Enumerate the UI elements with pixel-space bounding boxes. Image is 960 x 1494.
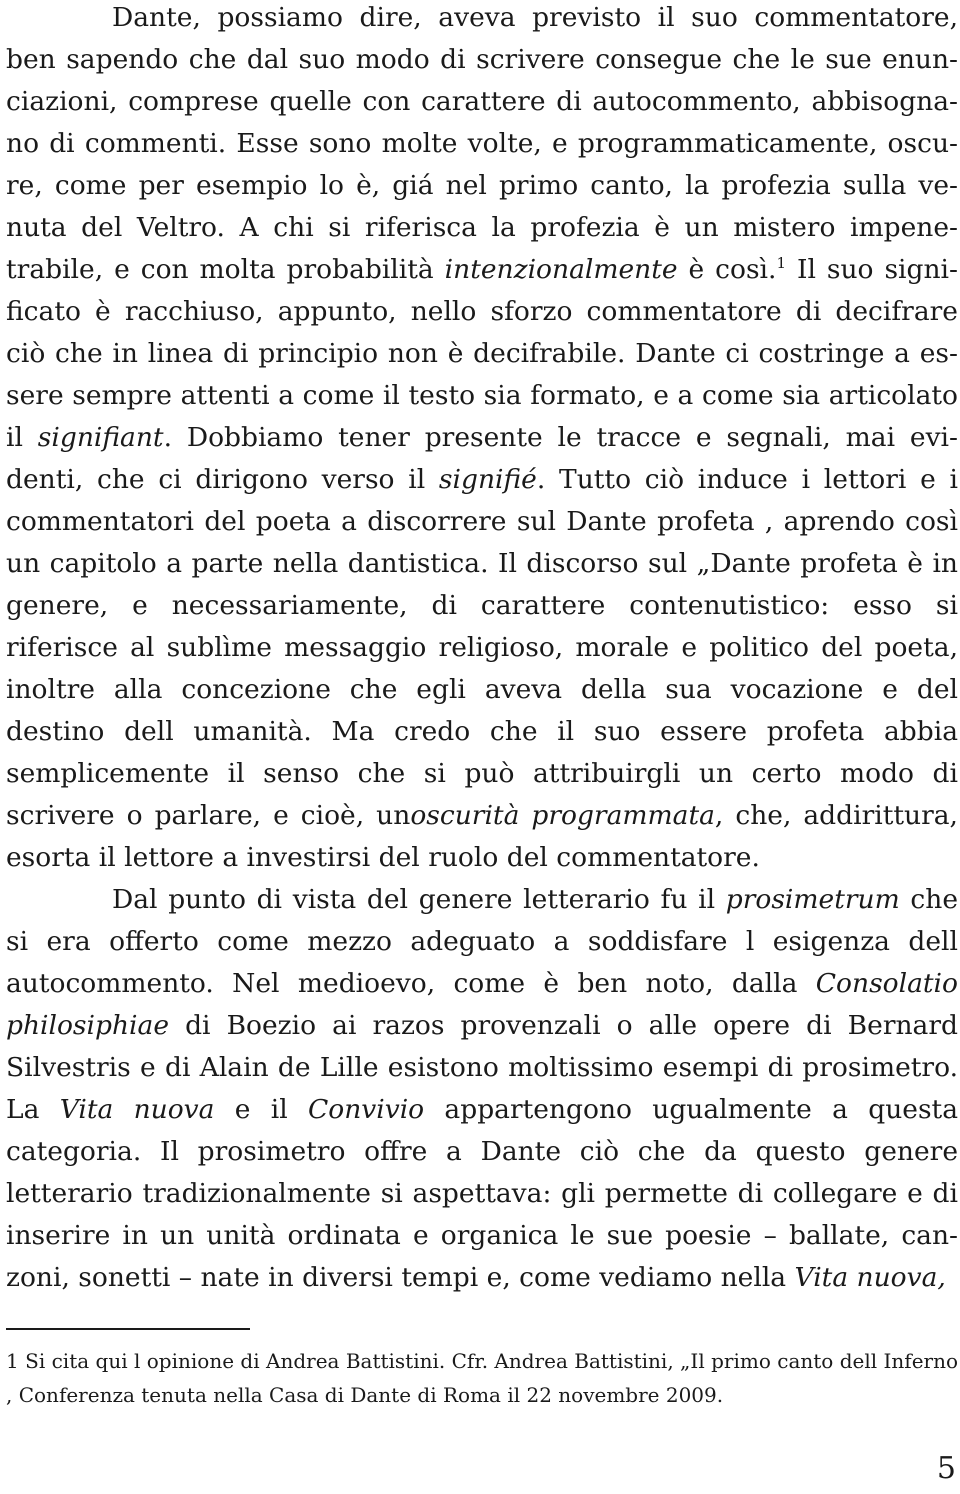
italic-text: Consolatio philosiphiae [6, 968, 958, 1041]
italic-text: oscurità programmata [410, 800, 715, 831]
text-run: di Boezio ai razos provenzali o alle opere di Bernard Silvestris e di Alain de Lille esistono moltissimo esempi di prosimetro. La [6, 1010, 958, 1125]
text-run: Dante, possiamo dire, aveva previsto il suo commentatore, ben sapendo che dal suo modo di scrivere consegue che le sue enunciazioni, comprese quelle con carattere di autocommento, abbisognano di commenti. Esse sono molte volte, e programmaticamente, oscure, come per esempio lo è, giá nel primo canto, la profezia sulla venuta del Veltro. A chi si riferisca la profezia è un mistero impenetrabile, e con molta probabilità [6, 2, 958, 285]
footnote [6, 1344, 958, 1412]
footnote-text: Si cita qui l opinione di Andrea Battistini. Cfr. Andrea Battistini, „Il primo canto dell Inferno , Conferenza tenuta nella Casa di Dante di Roma il 22 novembre 2009. [6, 1349, 959, 1407]
italic-text: signifié [438, 464, 537, 495]
text-run: che si era offerto come mezzo adeguato a soddisfare l esigenza dell autocommento. Nel medioevo, come è ben noto, dalla [6, 884, 958, 999]
body-paragraph-2 [6, 879, 958, 1299]
text-run: . Tutto ciò induce i lettori e i commentatori del poeta a discorrere sul Dante profeta , aprendo così un capitolo a parte nella dantistica. Il discorso sul „Dante profeta è in genere, e necessariamente, di carattere contenutistico: esso si riferisce al sublìme messaggio religioso, morale e politico del poeta, inoltre alla concezione che egli aveva della sua vocazione e del destino dell umanità. Ma credo che il suo essere profeta abbia semplicemente il senso che si può attribuirgli un certo modo di scrivere o parlare, e cioè, un [6, 464, 958, 831]
italic-text: Vita nuova, [794, 1262, 946, 1293]
footnote-number: 1 [6, 1349, 19, 1373]
text-run: Il suo significato è racchiuso, appunto, nello sforzo commentatore di decifrare ciò che in linea di principio non è decifrabile. Dante ci costringe a essere sempre attenti a come il testo sia formato, e a come sia articolato il [6, 254, 959, 453]
italic-text: Vita nuova [59, 1094, 215, 1125]
footnote-reference[interactable]: 1 [776, 254, 787, 273]
text-run: Dal punto di vista del genere letterario fu il [112, 884, 726, 915]
italic-text: Convivio [307, 1094, 425, 1125]
text-run: e il [214, 1094, 308, 1125]
italic-text: signifiant [37, 422, 164, 453]
body-paragraph-1 [6, 0, 958, 879]
footnote-separator [6, 1328, 250, 1330]
text-run: . Dobbiamo tener presente le tracce e segnali, mai evidenti, che ci dirigono verso il [6, 422, 958, 495]
text-run: appartengono ugualmente a questa categoria. Il prosimetro offre a Dante ciò che da questo genere letterario tradizionalmente si aspettava: gli permette di collegare e di inserire in un unità ordinata e organica le sue poesie – ballate, canzoni, sonetti – nate in diversi tempi e, come vediamo nella [6, 1094, 958, 1293]
text-run: , che, addirittura, esorta il lettore a investirsi del ruolo del commentatore. [6, 800, 958, 873]
italic-text: intenzionalmente [444, 254, 678, 285]
text-run: è così. [677, 254, 777, 285]
page-number: 5 [936, 1451, 956, 1486]
italic-text: prosimetrum [725, 884, 900, 915]
